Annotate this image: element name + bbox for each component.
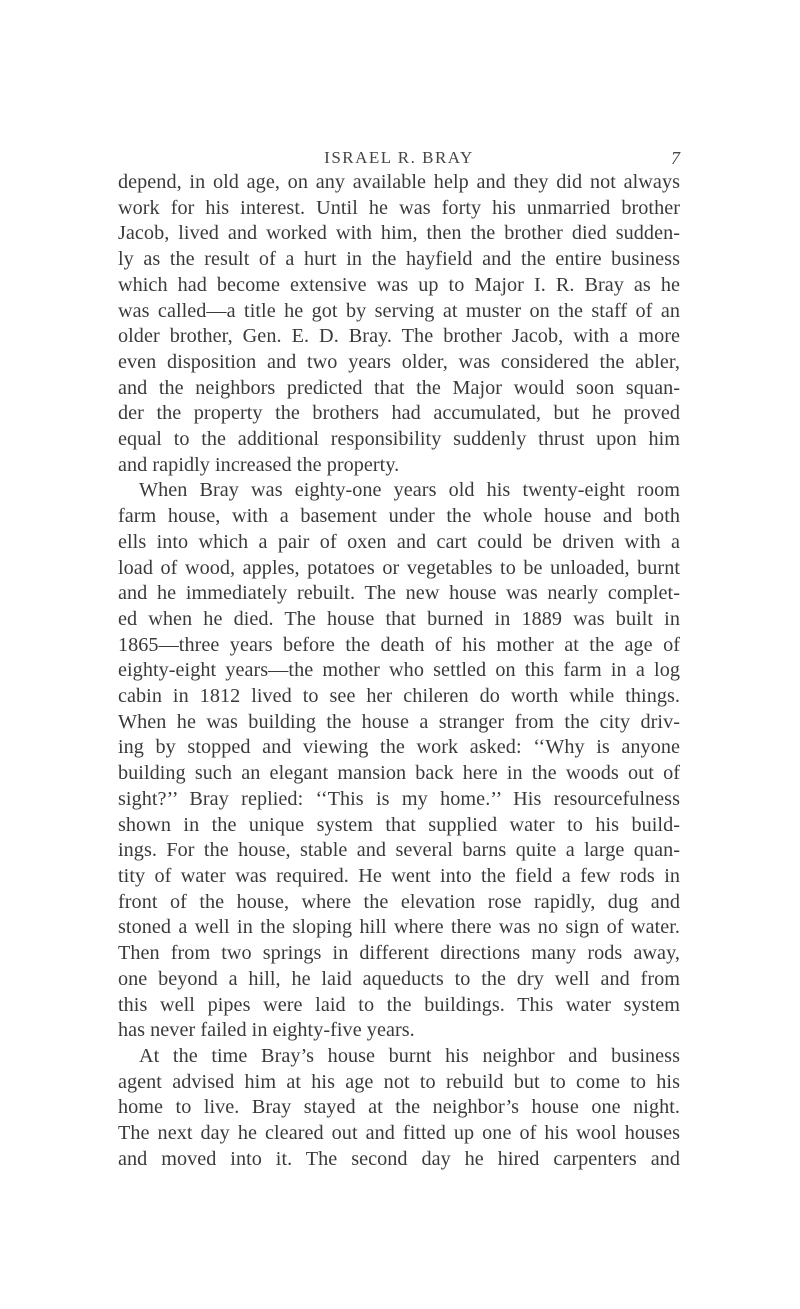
text-line: was called—a title he got by serving at muster on the staff of an [118, 299, 680, 322]
text-line: When he was building the house a stranger from the city driv- [118, 710, 680, 733]
text-line: Then from two springs in different directions many rods away, [118, 942, 680, 965]
text-line: this well pipes were laid to the buildings. This water system [118, 993, 680, 1016]
text-line: equal to the additional responsibility suddenly thrust upon him [118, 428, 680, 451]
paragraph [118, 478, 680, 1043]
text-line: cabin in 1812 lived to see her chileren do worth while things. [118, 685, 680, 708]
text-line: At the time Bray’s house burnt his neighbor and business [139, 1044, 680, 1067]
text-line: depend, in old age, on any available help and they did not always [118, 171, 680, 193]
text-line: building such an elegant mansion back here in the woods out of [118, 762, 680, 785]
text-line: front of the house, where the elevation rose rapidly, dug and [118, 890, 680, 913]
text-line: The next day he cleared out and fitted up one of his wool houses [118, 1122, 680, 1145]
text-line: and moved into it. The second day he hired carpenters and [118, 1147, 680, 1170]
text-line: work for his interest. Until he was forty his unmarried brother [118, 196, 680, 219]
text-line: ed when he died. The house that burned in 1889 was built in [118, 607, 680, 630]
text-line: and he immediately rebuilt. The new house was nearly complet- [118, 582, 680, 605]
text-line: 1865—three years before the death of his mother at the age of [118, 633, 680, 656]
text-line: load of wood, apples, potatoes or vegetables to be unloaded, burnt [118, 556, 680, 579]
text-line: shown in the unique system that supplied water to his build- [118, 813, 680, 836]
page-number: 7 [671, 148, 680, 168]
text-line: tity of water was required. He went into the field a few rods in [118, 864, 680, 887]
text-line: agent advised him at his age not to rebuild but to come to his [118, 1070, 680, 1093]
text-line: When Bray was eighty-one years old his twenty-eight room [139, 479, 680, 502]
text-line: ings. For the house, stable and several barns quite a large quan- [118, 839, 680, 862]
text-line: home to live. Bray stayed at the neighbor’s house one night. [118, 1096, 680, 1119]
text-line: ells into which a pair of oxen and cart could be driven with a [118, 530, 680, 553]
text-line: and the neighbors predicted that the Major would soon squan- [118, 376, 680, 399]
text-line: stoned a well in the sloping hill where there was no sign of water. [118, 916, 680, 939]
text-line: ly as the result of a hurt in the hayfield and the entire business [118, 248, 680, 271]
text-line: ing by stopped and viewing the work asked: ‘‘Why is anyone [118, 736, 680, 759]
running-head [118, 148, 680, 172]
text-line: der the property the brothers had accumulated, but he proved [118, 402, 680, 425]
text-line: farm house, with a basement under the whole house and both [118, 505, 680, 528]
text-line: older brother, Gen. E. D. Bray. The brother Jacob, with a more [118, 325, 680, 348]
text-line: sight?’’ Bray replied: ‘‘This is my home.’’ His resourcefulness [118, 787, 680, 810]
text-line: Jacob, lived and worked with him, then the brother died sudden- [118, 222, 680, 245]
text-line: eighty-eight years—the mother who settled on this farm in a log [118, 659, 680, 682]
body-text [118, 170, 680, 1172]
text-line: has never failed in eighty-five years. [118, 1019, 415, 1042]
paragraph [118, 1044, 680, 1173]
text-line: which had become extensive was up to Major I. R. Bray as he [118, 273, 680, 296]
paragraph [118, 170, 680, 478]
running-title: ISRAEL R. BRAY [324, 148, 474, 167]
text-line: and rapidly increased the property. [118, 453, 400, 476]
text-line: even disposition and two years older, was considered the abler, [118, 350, 680, 373]
text-line: one beyond a hill, he laid aqueducts to the dry well and from [118, 967, 680, 990]
